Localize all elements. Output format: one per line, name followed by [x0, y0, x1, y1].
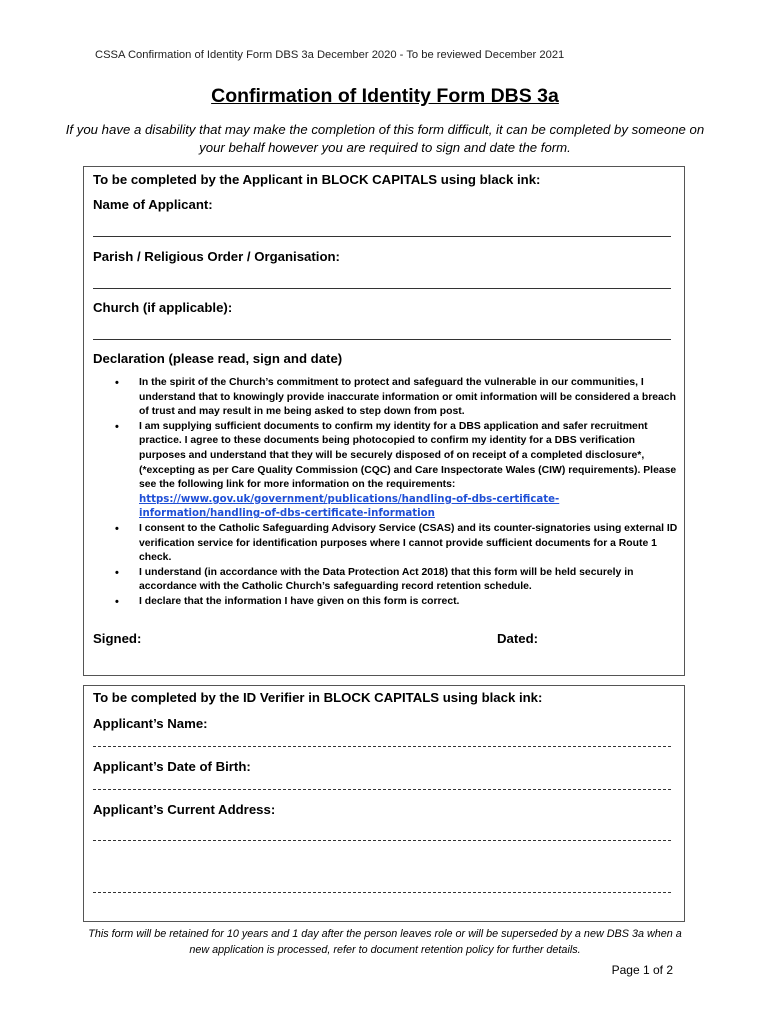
- verifier-address-field-line-2[interactable]: [93, 892, 671, 893]
- retention-note: This form will be retained for 10 years and 1 day after the person leaves role or will be superseded by a new DBS 3a when a new application is processed, refer to document retention policy for further details.: [88, 928, 682, 956]
- declaration-text: I consent to the Catholic Safeguarding Advisory Service (CSAS) and its counter-signatories using external ID verification service for identification purposes where I cannot provide sufficient documents for a Route 1 check.: [139, 522, 678, 564]
- declaration-list: [93, 376, 678, 610]
- signed-label: Signed:: [93, 631, 142, 646]
- verifier-dob-field[interactable]: [93, 789, 671, 790]
- applicant-name-label: Name of Applicant:: [93, 197, 213, 212]
- parish-label: Parish / Religious Order / Organisation:: [93, 249, 340, 264]
- church-label: Church (if applicable):: [93, 300, 233, 315]
- applicant-name-field[interactable]: [93, 236, 671, 237]
- declaration-item: [93, 566, 678, 595]
- dbs-guidance-link[interactable]: https://www.gov.uk/government/publications/handling-of-dbs-certificate-information/handling-of-dbs-certificate-information: [139, 493, 560, 520]
- declaration-text: I understand (in accordance with the Data Protection Act 2018) that this form will be held securely in accordance with the Catholic Church’s safeguarding record retention schedule.: [139, 566, 634, 593]
- document-header: CSSA Confirmation of Identity Form DBS 3a December 2020 - To be reviewed December 2021: [95, 49, 565, 61]
- verifier-address-field-line-1[interactable]: [93, 840, 671, 841]
- church-field[interactable]: [93, 339, 671, 340]
- applicant-section-heading: To be completed by the Applicant in BLOCK CAPITALS using black ink:: [93, 172, 541, 187]
- declaration-text: I am supplying sufficient documents to confirm my identity for a DBS application and safer recruitment practice. I agree to these documents being photocopied to confirm my identity for a DBS verification purposes and understand that they will be securely disposed of on receipt of a completed disclosure*, (*excepting as per Care Quality Commission (CQC) and Care Inspectorate Wales (CIW) requirements). Please see the following link for more information on the requirements:: [139, 420, 677, 491]
- page-title: Confirmation of Identity Form DBS 3a: [211, 85, 559, 107]
- verifier-name-label: Applicant’s Name:: [93, 716, 208, 731]
- verifier-name-field[interactable]: [93, 746, 671, 747]
- dated-label: Dated:: [497, 631, 539, 646]
- intro-text: If you have a disability that may make the completion of this form difficult, it can be completed by someone on your behalf however you are required to sign and date the form.: [65, 122, 705, 155]
- declaration-text: In the spirit of the Church’s commitment to protect and safeguard the vulnerable in our communities, I understand that to knowingly provide inaccurate information or omit information will be considered a breach of trust and may result in me being asked to step down from post.: [139, 377, 676, 418]
- verifier-dob-label: Applicant’s Date of Birth:: [93, 759, 251, 774]
- verifier-section-heading: To be completed by the ID Verifier in BLOCK CAPITALS using black ink:: [93, 690, 543, 705]
- declaration-item: [93, 522, 678, 566]
- page-number: Page 1 of 2: [611, 963, 673, 977]
- declaration-item: [93, 420, 678, 522]
- declaration-item: [93, 595, 678, 610]
- declaration-item: [93, 376, 678, 420]
- verifier-address-label: Applicant’s Current Address:: [93, 802, 276, 817]
- parish-field[interactable]: [93, 288, 671, 289]
- declaration-label: Declaration (please read, sign and date): [93, 351, 343, 366]
- declaration-text: I declare that the information I have given on this form is correct.: [139, 595, 460, 607]
